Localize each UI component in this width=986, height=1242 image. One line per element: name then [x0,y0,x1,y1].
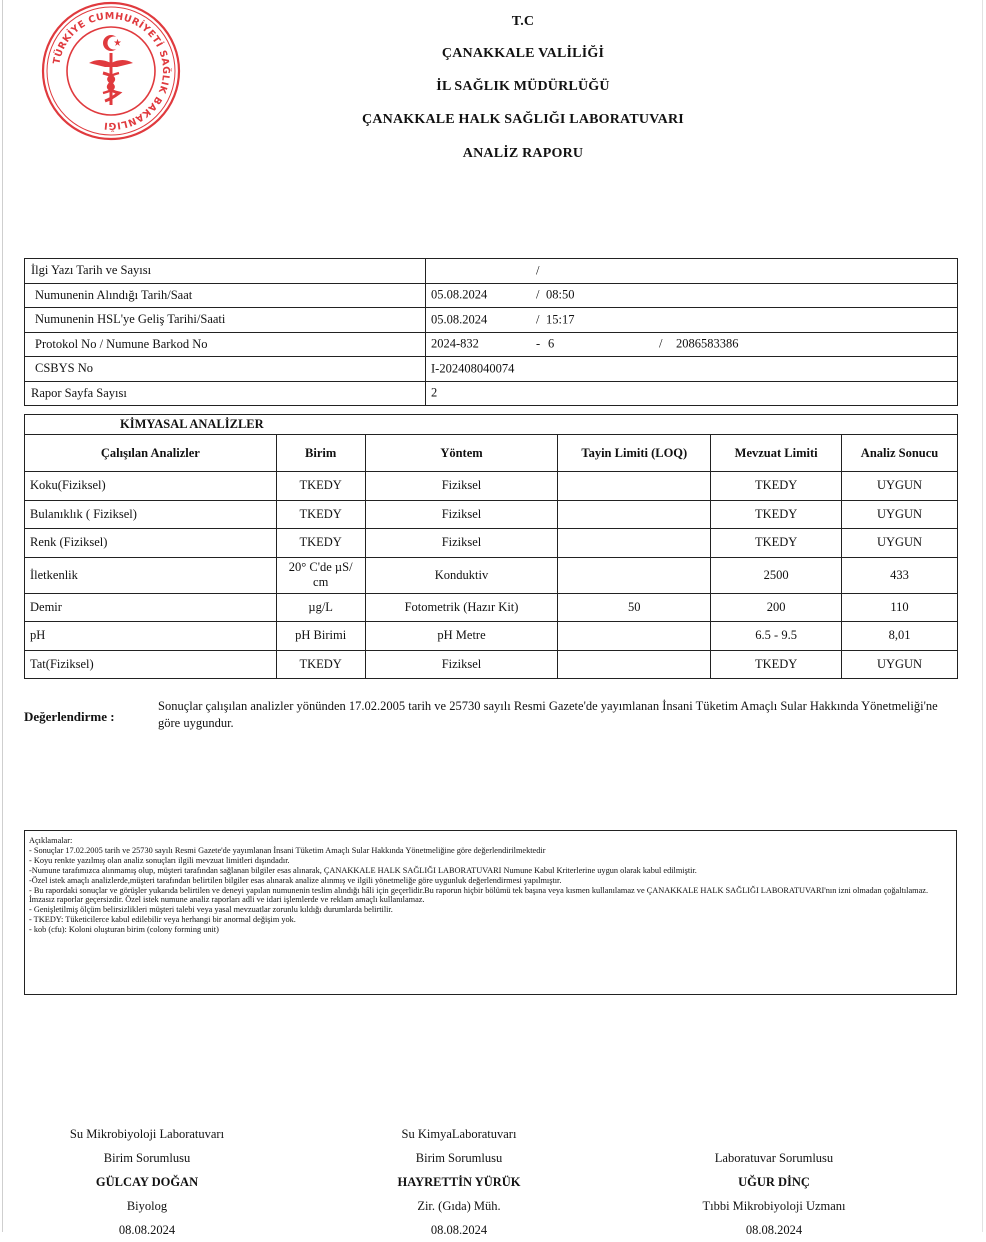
note-line: - Sonuçlar 17.02.2005 tarih ve 25730 sayılı Resmi Gazete'de yayımlanan İnsani Tüketim Amaçlı Sular Hakkında Yönetmeliğine göre değerlendirilmektedir [29,845,546,855]
info-label: CSBYS No [25,357,426,382]
note-line: -Özel istek amaçlı analizlerde,müşteri tarafından belirtilen bilgiler esas alınarak analize alınmış ve ilgili yönetmeliğe göre uygunluk değerlendirmesi yapılmıştır. [29,875,562,885]
notes-box [24,830,957,995]
table-row [25,557,958,593]
note-line: -Numune tarafımızca alınmamış olup, müşteri tarafından sağlanan bilgiler esas alınarak, ÇANAKKALE HALK SAĞLIĞI LABORATUVARI Numune Kabul Kriterlerine uygun olarak kabul edilmiştir. [29,865,697,875]
limit-cell: TKEDY [711,529,842,558]
info-value [426,332,958,357]
result-cell: UYGUN [842,500,958,529]
info-label: Numunenin Alındığı Tarih/Saat [25,283,426,308]
unit-cell: TKEDY [276,650,365,679]
info-value [426,259,958,284]
column-header: Mevzuat Limiti [711,435,842,472]
note-line: - Genişletilmiş ölçüm belirsizlikleri müşteri talebi veya yasal mevzuatlar zorunlu kıldığı durumlarda belirtilir. [29,905,393,915]
protocol-number: 2024-832 [431,336,479,351]
analysis-name: Demir [25,593,277,622]
info-row [25,283,958,308]
signature-role: Laboratuvar Sorumlusu [714,1151,834,1165]
header-mudurluk: İL SAĞLIK MÜDÜRLÜĞÜ [436,79,610,94]
result-cell: 8,01 [842,622,958,651]
header-tc: T.C [511,14,535,29]
limit-cell: TKEDY [711,472,842,501]
info-separator: / [659,336,663,351]
header-laboratory: ÇANAKKALE HALK SAĞLIĞI LABORATUVARI [362,112,684,127]
signature-name: HAYRETTİN YÜRÜK [397,1175,521,1189]
header-valilik: ÇANAKKALE VALİLİĞİ [441,46,605,61]
table-row [25,593,958,622]
table-header-row [25,435,958,472]
signature-lab: Su Mikrobiyoloji Laboratuvarı [69,1127,225,1141]
table-row [25,500,958,529]
column-header: Birim [276,435,365,472]
info-row [25,259,958,284]
notes-title: Açıklamalar: [29,836,73,845]
signature-block-chemistry [324,1122,594,1242]
signature-title: Biyolog [126,1199,168,1213]
info-time: 08:50 [546,287,575,302]
info-label: Numunenin HSL'ye Geliş Tarihi/Saati [25,308,426,333]
info-date: 05.08.2024 [431,287,488,302]
loq-cell [558,472,711,501]
svg-text:TÜRKİYE CUMHURİYETİ SAĞLIK BAK: TÜRKİYE CUMHURİYETİ SAĞLIK BAKANLIĞI [51,10,172,132]
limit-cell: 6.5 - 9.5 [711,622,842,651]
info-label: İlgi Yazı Tarih ve Sayısı [25,259,426,284]
table-row [25,622,958,651]
info-row [25,381,958,406]
page-edge-right [982,0,983,1232]
signature-role: Birim Sorumlusu [415,1151,503,1165]
result-cell: UYGUN [842,472,958,501]
signature-title: Zir. (Gıda) Müh. [417,1199,501,1213]
note-line: - TKEDY: Tüketicilerce kabul edilebilir veya herhangi bir anormal değişim yok. [29,915,296,925]
unit-cell: TKEDY [276,472,365,501]
signature-date: 08.08.2024 [430,1223,488,1237]
chemical-analysis-table [24,414,958,679]
unit-cell: TKEDY [276,529,365,558]
table-row [25,472,958,501]
info-separator: - [536,336,541,351]
note-line: - Bu rapordaki sonuçlar ve görüşler yukarıda belirtilen ve deneyi yapılan numunenin teslim alındığı hâli için geçerlidir.Bu raporun hiçbir bölümü tek başına veya kısmen kullanılamaz ve ÇANAKKALE HALK SAĞLIĞI LABORATUVARI'nın izni olmadan çoğaltılamaz. İmzasız raporlar geçersizdir. Özel istek numune analiz raporları adli ve idari işlemlerde ve reklam amaçlı kullanılamaz. [29,885,929,905]
method-cell: Fiziksel [365,472,558,501]
limit-cell: 200 [711,593,842,622]
analysis-name: Bulanıklık ( Fiziksel) [25,500,277,529]
info-value [426,283,958,308]
page-edge [2,0,3,1232]
info-value [426,357,958,382]
signature-block-microbiology [12,1122,282,1242]
info-row [25,308,958,333]
signature-lab [639,1122,909,1146]
method-cell: pH Metre [365,622,558,651]
loq-cell: 50 [558,593,711,622]
sample-info-table [24,258,958,406]
info-separator: / [536,263,540,278]
unit-cell: TKEDY [276,500,365,529]
signature-role: Birim Sorumlusu [103,1151,191,1165]
result-cell: UYGUN [842,650,958,679]
column-header: Tayin Limiti (LOQ) [558,435,711,472]
unit-cell: µg/L [276,593,365,622]
analysis-name: Tat(Fiziksel) [25,650,277,679]
signature-name: UĞUR DİNÇ [738,1175,810,1189]
loq-cell [558,529,711,558]
analysis-name: Renk (Fiziksel) [25,529,277,558]
column-header: Çalışılan Analizler [25,435,277,472]
method-cell: Fiziksel [365,529,558,558]
method-cell: Fotometrik (Hazır Kit) [365,593,558,622]
info-time: 15:17 [546,312,575,327]
method-cell: Fiziksel [365,650,558,679]
signature-title: Tıbbi Mikrobiyoloji Uzmanı [702,1199,846,1213]
info-value [426,381,958,406]
table-row [25,529,958,558]
column-header: Yöntem [365,435,558,472]
result-cell: 110 [842,593,958,622]
evaluation-text: Sonuçlar çalışılan analizler yönünden 17.02.2005 tarih ve 25730 sayılı Resmi Gazete'de yayımlanan İnsani Tüketim Amaçlı Sular Hakkında Yönetmeliği'ne göre uygundur. [158,699,938,730]
signature-name: GÜLCAY DOĞAN [95,1175,199,1189]
unit-cell: pH Birimi [276,622,365,651]
method-cell: Konduktiv [365,557,558,593]
loq-cell [558,557,711,593]
loq-cell [558,650,711,679]
note-line: - kob (cfu): Koloni oluşturan birim (colony forming unit) [29,925,219,935]
info-separator: / [536,287,540,302]
info-separator: / [536,312,540,327]
signature-date: 08.08.2024 [118,1223,176,1237]
info-row [25,357,958,382]
sample-barcode: 2086583386 [676,336,739,351]
table-row [25,650,958,679]
loq-cell [558,622,711,651]
header-report-title: ANALİZ RAPORU [462,146,584,161]
protocol-suffix: 6 [548,336,555,351]
analysis-name: İletkenlik [25,557,277,593]
analysis-name: pH [25,622,277,651]
signature-lab: Su KimyaLaboratuvarı [401,1127,517,1141]
signature-block-lab-manager [639,1122,909,1242]
unit-cell: 20° C'de µS/ cm [276,557,365,593]
info-row [25,332,958,357]
page-count: 2 [431,385,438,400]
loq-cell [558,500,711,529]
info-label: Rapor Sayfa Sayısı [25,381,426,406]
info-value [426,308,958,333]
csbys-number: I-202408040074 [431,361,515,376]
result-cell: 433 [842,557,958,593]
ministry-seal-logo [41,1,181,141]
limit-cell: 2500 [711,557,842,593]
signature-date: 08.08.2024 [745,1223,803,1237]
limit-cell: TKEDY [711,650,842,679]
analysis-name: Koku(Fiziksel) [25,472,277,501]
info-label: Protokol No / Numune Barkod No [25,332,426,357]
info-date: 05.08.2024 [431,312,488,327]
section-title: KİMYASAL ANALİZLER [25,415,958,435]
limit-cell: TKEDY [711,500,842,529]
column-header: Analiz Sonucu [842,435,958,472]
note-line: - Koyu renkte yazılmış olan analiz sonuçları ilgili mevzuat limitleri dışındadır. [29,855,290,865]
evaluation-label: Değerlendirme : [24,709,115,724]
method-cell: Fiziksel [365,500,558,529]
result-cell: UYGUN [842,529,958,558]
